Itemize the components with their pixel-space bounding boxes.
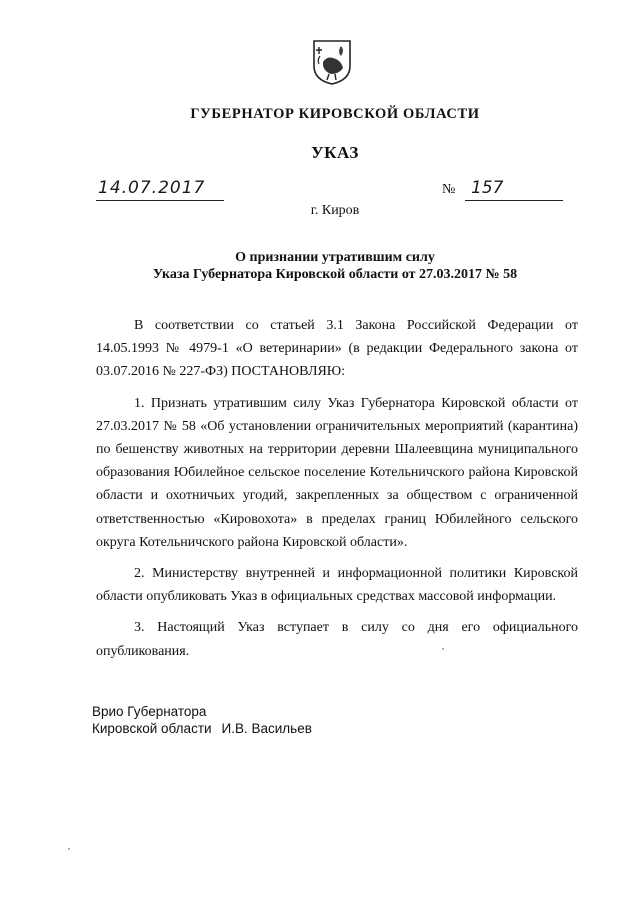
handwritten-number: 157 — [471, 178, 504, 198]
signatory-name: И.В. Васильев — [221, 721, 312, 736]
document-body — [96, 314, 578, 671]
item-2-paragraph: 2. Министерству внутренней и информационной политики Кировской области опубликовать Указ в официальных средствах массовой информации. — [96, 566, 578, 605]
signature-block — [92, 703, 312, 737]
signatory-title-line-2: Кировской области — [92, 721, 212, 736]
document-type: УКАЗ — [311, 143, 359, 162]
city: г. Киров — [310, 203, 360, 218]
number-label: № — [442, 182, 456, 197]
number-field — [465, 178, 563, 201]
signatory-title-line-1: Врио Губернатора — [92, 704, 207, 719]
item-1-paragraph: 1. Признать утратившим силу Указ Губернатора Кировской области от 27.03.2017 № 58 «Об установлении ограничительных мероприятий (карантина) по бешенству животных на территории деревни Шалеевщина муниципального образования Юбилейное сельское поселение Котельничского района Кировской области и охотничьих угодий, закрепленных за обществом с ограниченной ответственностью «Кировохота» в пределах границ Юбилейного сельского округа Котельничского района Кировской области». — [96, 395, 578, 550]
subject-line-1: О признании утратившим силу — [235, 250, 435, 265]
signatory-row — [92, 720, 312, 737]
subject-line-2: Указа Губернатора Кировской области от 27.03.2017 № 58 — [152, 267, 518, 282]
scan-speck — [68, 848, 70, 850]
date-field — [96, 178, 224, 201]
preamble-paragraph: В соответствии со статьей 3.1 Закона Российской Федерации от 14.05.1993 № 4979-1 «О ветеринарии» (в редакции Федерального закона от 03.07.2016 № 227-ФЗ) ПОСТАНОВЛЯЮ: — [96, 318, 578, 380]
kirov-coat-of-arms-icon — [311, 38, 353, 86]
document-subject — [0, 249, 640, 283]
handwritten-date: 14.07.2017 — [98, 178, 206, 198]
issuing-authority: ГУБЕРНАТОР КИРОВСКОЙ ОБЛАСТИ — [190, 106, 480, 122]
item-3-paragraph: 3. Настоящий Указ вступает в силу со дня его официального опубликования. — [96, 620, 578, 659]
scan-speck — [442, 648, 444, 650]
